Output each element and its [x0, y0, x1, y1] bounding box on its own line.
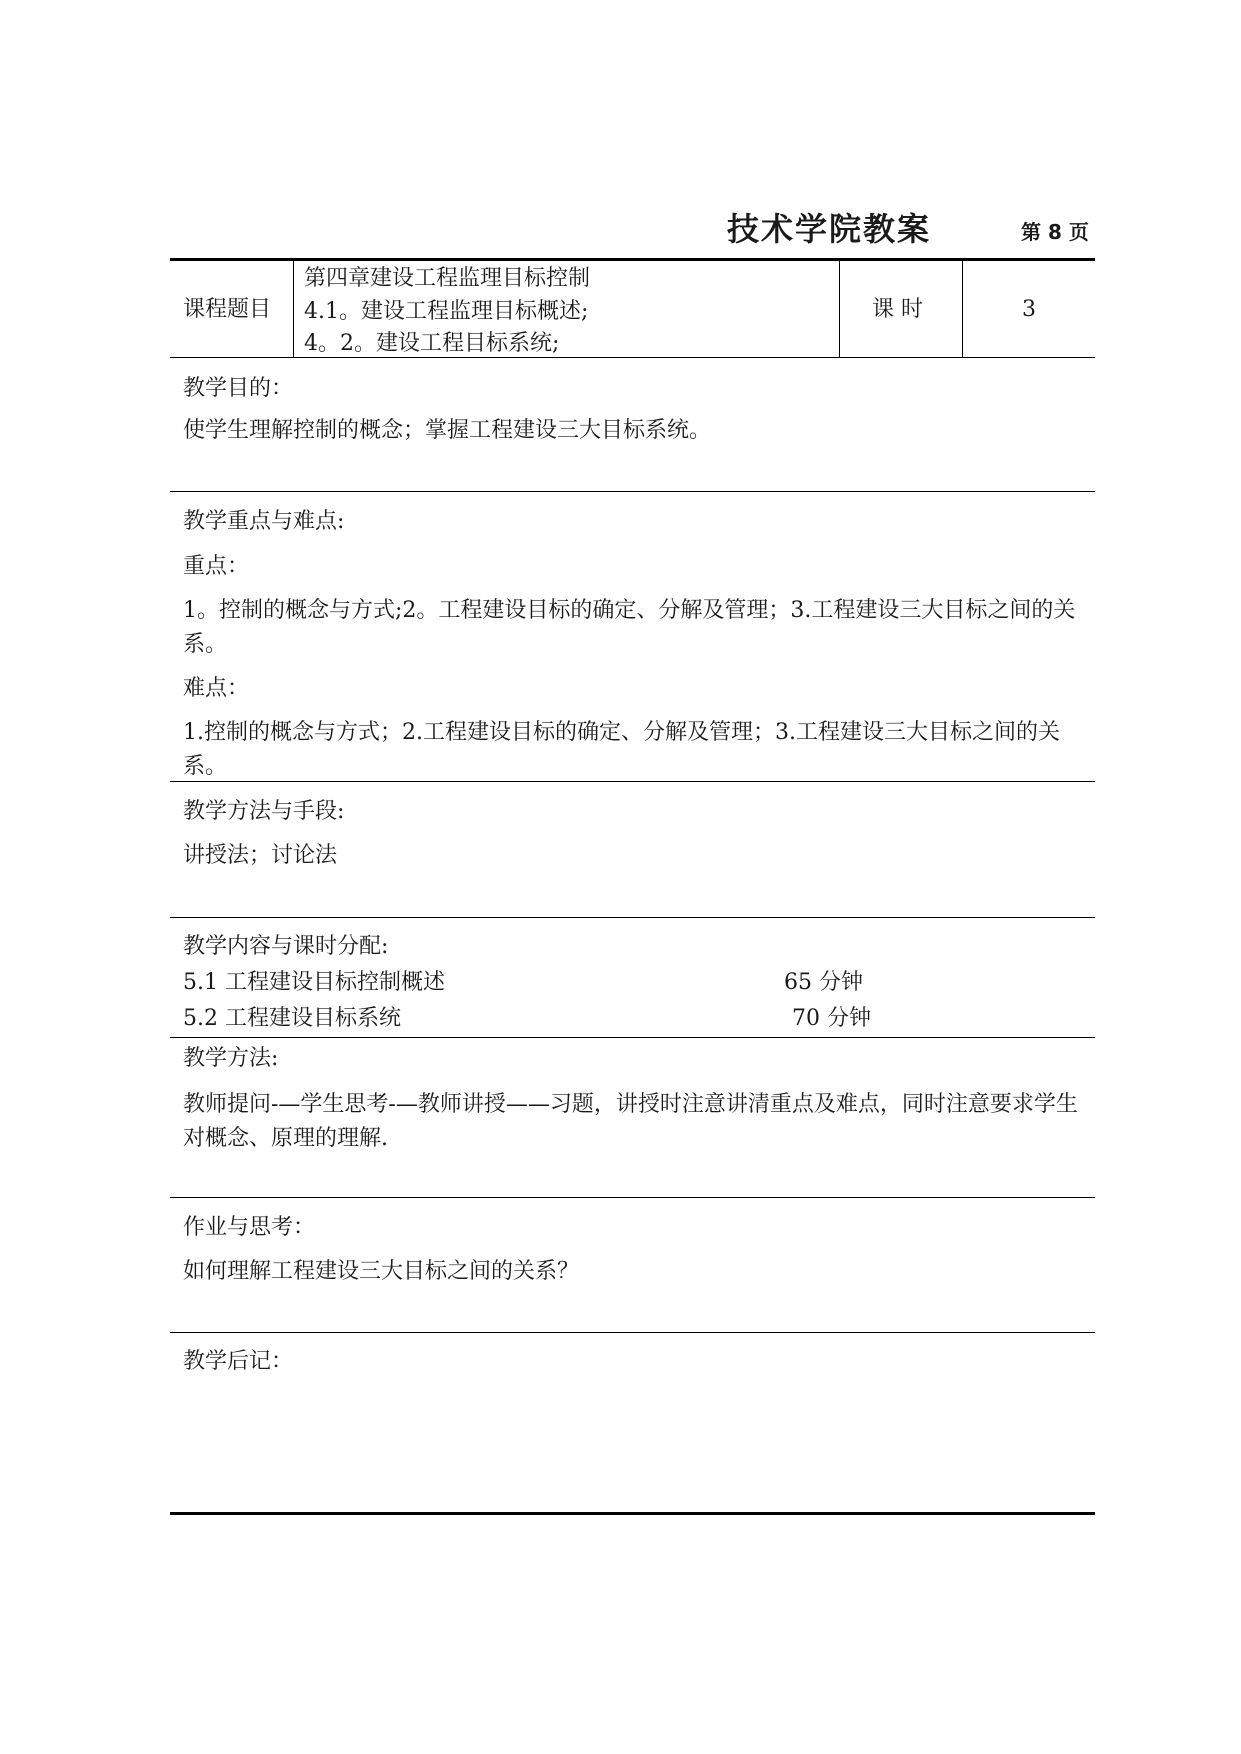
key-points-heading: 教学重点与难点: [183, 509, 345, 534]
allocation-time: 70 分钟 [792, 1006, 871, 1031]
homework-text: 如何理解工程建设三大目标之间的关系？ [183, 1259, 580, 1284]
table-top-border [170, 258, 1095, 261]
course-title-line-2: 4.1。建设工程监理目标概述; [304, 299, 589, 324]
section-divider [170, 781, 1095, 782]
difficulty-text: 1.控制的概念与方式；2.工程建设目标的确定、分解及管理；3.工程建设三大目标之间的关系。 [183, 720, 1060, 779]
section-divider [170, 1332, 1095, 1333]
section-divider [170, 1197, 1095, 1198]
postscript-heading: 教学后记： [183, 1349, 294, 1374]
table-bottom-border [170, 1512, 1095, 1515]
methods-heading: 教学方法与手段: [183, 799, 345, 824]
column-divider [839, 258, 840, 358]
teaching-method-heading: 教学方法: [183, 1046, 279, 1071]
hours-label: 课 时 [872, 297, 923, 322]
allocation-heading: 教学内容与课时分配: [183, 934, 389, 959]
objectives-text: 使学生理解控制的概念；掌握工程建设三大目标系统。 [183, 418, 712, 443]
course-title-label: 课程题目 [183, 297, 272, 322]
focus-text: 1。控制的概念与方式;2。工程建设目标的确定、分解及管理；3.工程建设三大目标之间的关系。 [183, 598, 1076, 657]
hours-value: 3 [1022, 297, 1036, 322]
page-number: 第 8 页 [1021, 220, 1089, 244]
course-title-line-1: 第四章建设工程监理目标控制 [304, 266, 591, 291]
column-divider [962, 258, 963, 358]
allocation-topic: 5.2 工程建设目标系统 [183, 1006, 401, 1031]
section-divider [170, 1037, 1095, 1038]
methods-text: 讲授法；讨论法 [183, 843, 338, 868]
column-divider [293, 258, 294, 358]
focus-label: 重点： [183, 554, 250, 579]
allocation-topic: 5.1 工程建设目标控制概述 [183, 970, 445, 995]
teaching-method-text: 教师提问-—学生思考-—教师讲授——习题，讲授时注意讲清重点及难点，同时注意要求学生对概念、原理的理解. [183, 1092, 1078, 1151]
allocation-time: 65 分钟 [784, 970, 863, 995]
homework-heading: 作业与思考： [183, 1215, 316, 1240]
objectives-heading: 教学目的： [183, 376, 294, 401]
section-divider [170, 491, 1095, 492]
section-divider [170, 357, 1095, 358]
document-title: 技术学院教案 [727, 210, 932, 248]
section-divider [170, 917, 1095, 918]
course-title-line-3: 4。2。建设工程目标系统; [304, 331, 560, 356]
difficulty-label: 难点： [183, 676, 250, 701]
